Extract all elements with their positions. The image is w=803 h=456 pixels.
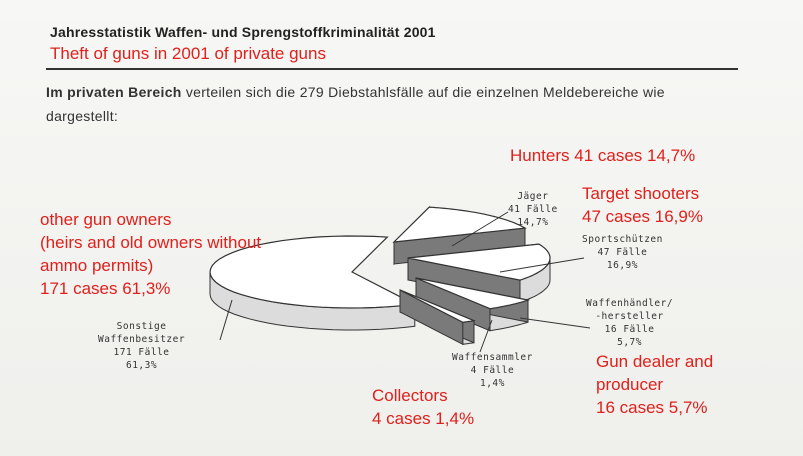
label-sonstige-de-line: 61,3% (125, 360, 158, 371)
title-translation: Theft of guns in 2001 of private guns (50, 44, 326, 63)
annotation-sonstige-line: (heirs and old owners without (40, 233, 262, 252)
annotation-collectors (372, 384, 474, 430)
annotation-sonstige-line: other gun owners (40, 210, 172, 229)
annotation-sammler-line: 4 cases 1,4% (372, 409, 475, 428)
annotation-sport-line: 47 cases 16,9% (582, 207, 703, 226)
label-haendler-de (586, 297, 673, 349)
annotation-other-owners (40, 208, 261, 300)
intro-bold: Im privaten Bereich (46, 84, 182, 100)
label-sammler-de-line: 1,4% (479, 378, 505, 389)
label-sport-de-line: 16,9% (606, 260, 638, 271)
annotation-target-shooters (582, 182, 703, 228)
label-sonstige-de-line: 171 Fälle (113, 347, 170, 358)
label-sonstige-de-line: Sonstige (116, 321, 167, 332)
label-sport-de-line: 47 Fälle (597, 247, 648, 258)
label-jaeger-de (508, 190, 558, 229)
annotation-haendler-line: producer (596, 375, 664, 394)
label-sonstige-de-line: Waffenbesitzer (98, 334, 186, 345)
document-title: Jahresstatistik Waffen- und Sprengstoffkriminalität 2001 (50, 24, 436, 40)
annotation-sammler-line: Collectors (372, 386, 448, 405)
label-sammler-de-line: Waffensammler (452, 352, 533, 363)
label-haendler-de-line: 16 Fälle (604, 324, 655, 335)
label-haendler-de-line: 5,7% (617, 337, 642, 348)
annotation-haendler-line: 16 cases 5,7% (596, 398, 708, 417)
annotation-hunters (510, 144, 695, 167)
label-sport-de-line: Sportschützen (582, 234, 663, 245)
annotation-gun-dealer (596, 350, 713, 419)
label-jaeger-de-line: 14,7% (517, 217, 549, 228)
annotation-sport-line: Target shooters (582, 184, 700, 203)
annotation-sonstige-line: 171 cases 61,3% (40, 279, 171, 298)
label-sammler-de-line: 4 Fälle (470, 365, 515, 376)
intro-text: verteilen sich die 279 Diebstahlsfälle auf die einzelnen Meldebereiche wie dargestellt: (46, 84, 665, 124)
leader-haendler (520, 318, 590, 328)
label-sport-de (582, 233, 663, 272)
label-haendler-de-line: -hersteller (595, 311, 664, 322)
annotation-jaeger-line: Hunters 41 cases 14,7% (510, 146, 696, 165)
annotation-haendler-line: Gun dealer and (596, 352, 714, 371)
annotation-sonstige-line: ammo permits) (40, 256, 154, 275)
label-jaeger-de-line: Jäger (517, 191, 549, 202)
label-jaeger-de-line: 41 Fälle (508, 204, 558, 215)
label-haendler-de-line: Waffenhändler/ (586, 298, 674, 309)
label-sonstige-de (98, 320, 185, 372)
